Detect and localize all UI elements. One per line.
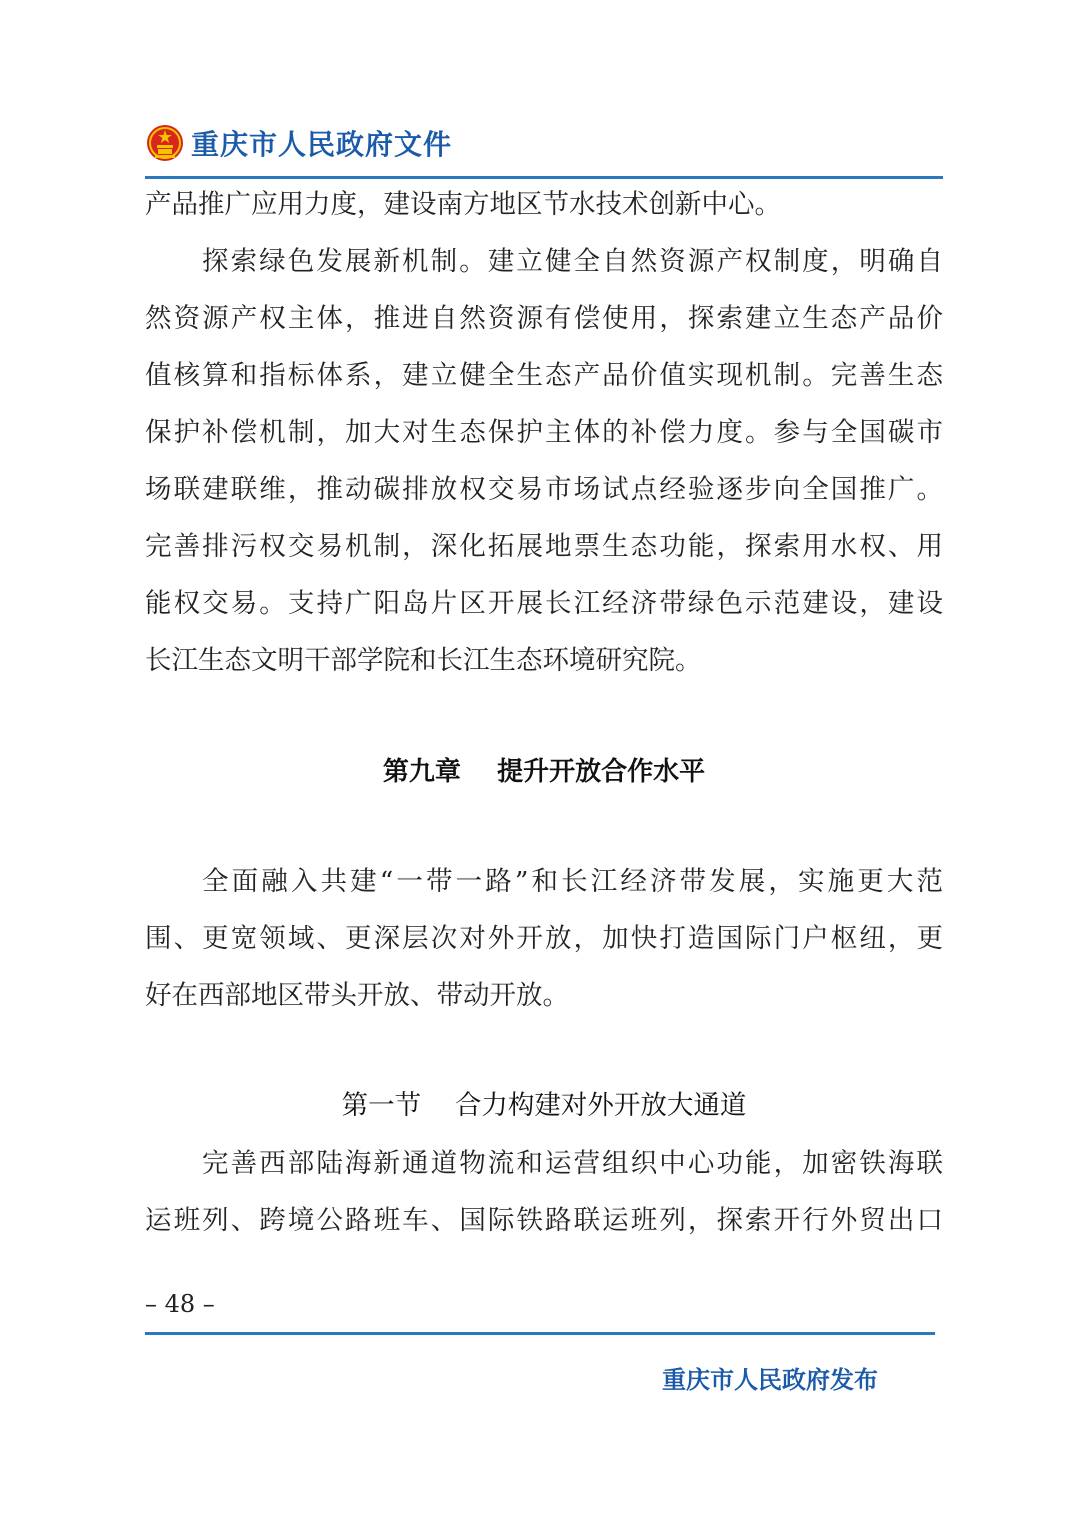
text-line: 围、更宽领域、更深层次对外开放，加快打造国际门户枢纽，更: [145, 923, 943, 954]
section-heading: 第一节 合力构建对外开放大通道: [341, 1090, 747, 1121]
text-line: 完善排污权交易机制，深化拓展地票生态功能，探索用水权、用: [145, 531, 943, 562]
text-line: 值核算和指标体系，建立健全生态产品价值实现机制。完善生态: [145, 360, 943, 391]
text-line: 长江生态文明干部学院和长江生态环境研究院。: [145, 645, 702, 676]
text-line: 保护补偿机制，加大对生态保护主体的补偿力度。参与全国碳市: [145, 417, 943, 448]
text-line: 完善西部陆海新通道物流和运营组织中心功能，加密铁海联: [202, 1148, 943, 1179]
text-line: 好在西部地区带头开放、带动开放。: [145, 980, 569, 1011]
text-line: 然资源产权主体，推进自然资源有偿使用，探索建立生态产品价: [145, 303, 943, 334]
header-title: 重庆市人民政府文件: [191, 128, 453, 161]
paragraph-continuation: [145, 176, 943, 233]
paragraph-corridor: [145, 1135, 943, 1249]
text-line: 产品推广应用力度，建设南方地区节水技术创新中心。: [145, 189, 781, 220]
text-line: 探索绿色发展新机制。建立健全自然资源产权制度，明确自: [202, 246, 943, 277]
footer-publisher: 重庆市人民政府发布: [662, 1366, 878, 1394]
paragraph-green-development: [145, 233, 943, 689]
page-number: – 48 –: [145, 1290, 215, 1318]
text-line: 全面融入共建“一带一路”和长江经济带发展，实施更大范: [202, 866, 943, 897]
text-line: 能权交易。支持广阳岛片区开展长江经济带绿色示范建设，建设: [145, 588, 943, 619]
document-header: [145, 118, 452, 168]
chapter-heading: 第九章 提升开放合作水平: [382, 757, 706, 787]
paragraph-opening-up: [145, 853, 943, 1024]
national-emblem-icon: [145, 123, 185, 163]
footer-divider: [145, 1332, 935, 1335]
text-line: 运班列、跨境公路班车、国际铁路联运班列，探索开行外贸出口: [145, 1205, 943, 1236]
text-line: 场联建联维，推动碳排放权交易市场试点经验逐步向全国推广。: [145, 474, 943, 505]
